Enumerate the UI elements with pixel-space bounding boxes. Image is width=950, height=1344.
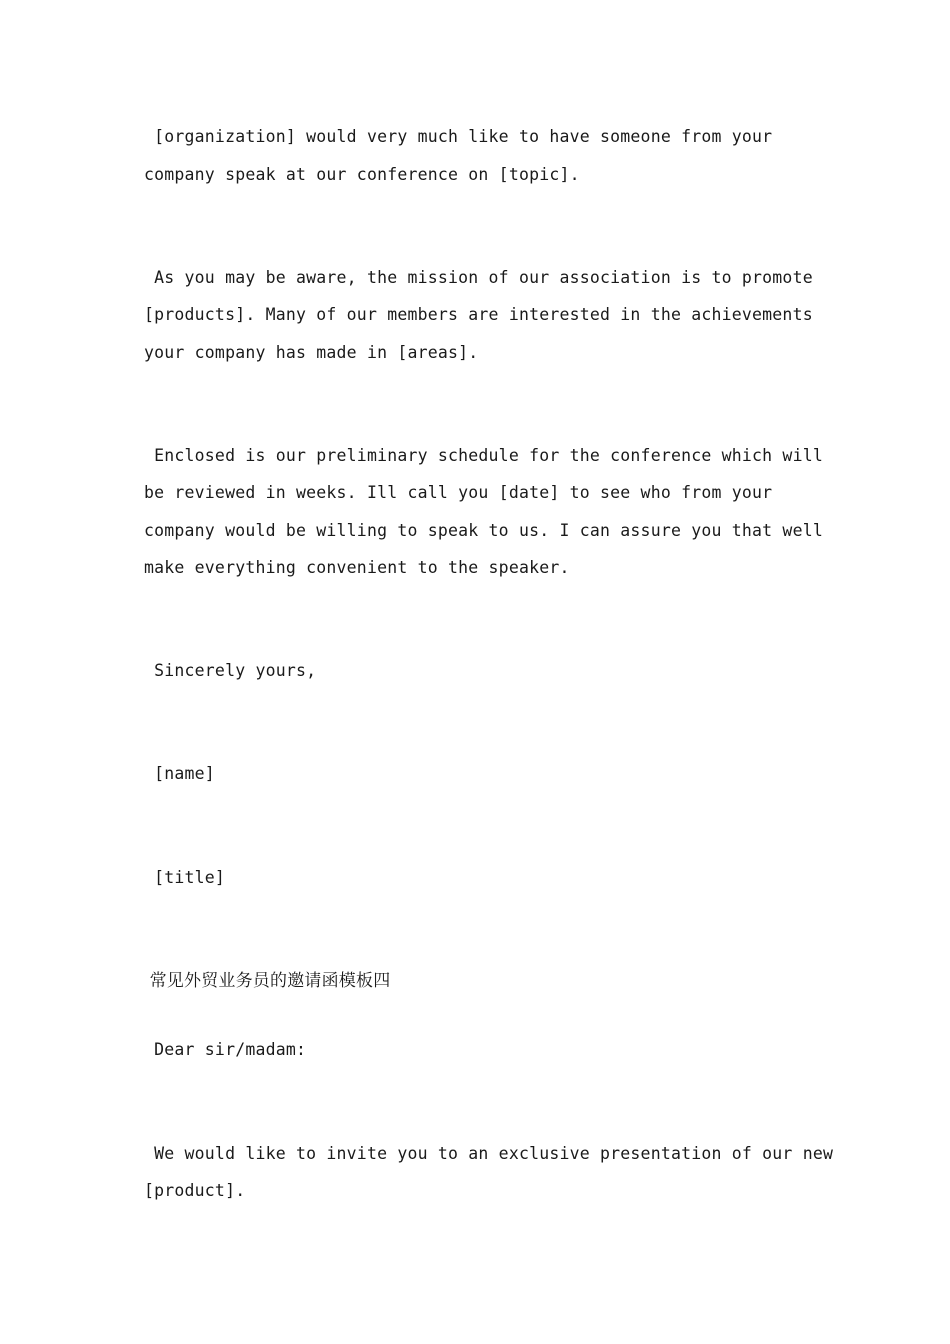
letter-closing: Sincerely yours, (144, 661, 317, 680)
salutation: Dear sir/madam: (144, 1040, 307, 1059)
section-heading: 常见外贸业务员的邀请函模板四 (144, 971, 391, 991)
paragraph-line: company speak at our conference on [topic]. (144, 165, 580, 184)
paragraph-line: [product]. (144, 1181, 246, 1200)
paragraph-line: your company has made in [areas]. (144, 343, 479, 362)
paragraph-line: be reviewed in weeks. Ill call you [date] to see who from your (144, 483, 773, 502)
paragraph-line: Enclosed is our preliminary schedule for the conference which will (144, 446, 823, 465)
paragraph-line: make everything convenient to the speaker. (144, 558, 570, 577)
paragraph-line: [products]. Many of our members are interested in the achievements (144, 305, 813, 324)
paragraph-line: [organization] would very much like to have someone from your (144, 127, 773, 146)
paragraph-line: company would be willing to speak to us. I can assure you that well (144, 521, 823, 540)
paragraph-line: As you may be aware, the mission of our association is to promote (144, 268, 813, 287)
paragraph-line: We would like to invite you to an exclusive presentation of our new (144, 1144, 834, 1163)
signature-name: [name] (144, 764, 215, 783)
signature-title: [title] (144, 868, 226, 887)
